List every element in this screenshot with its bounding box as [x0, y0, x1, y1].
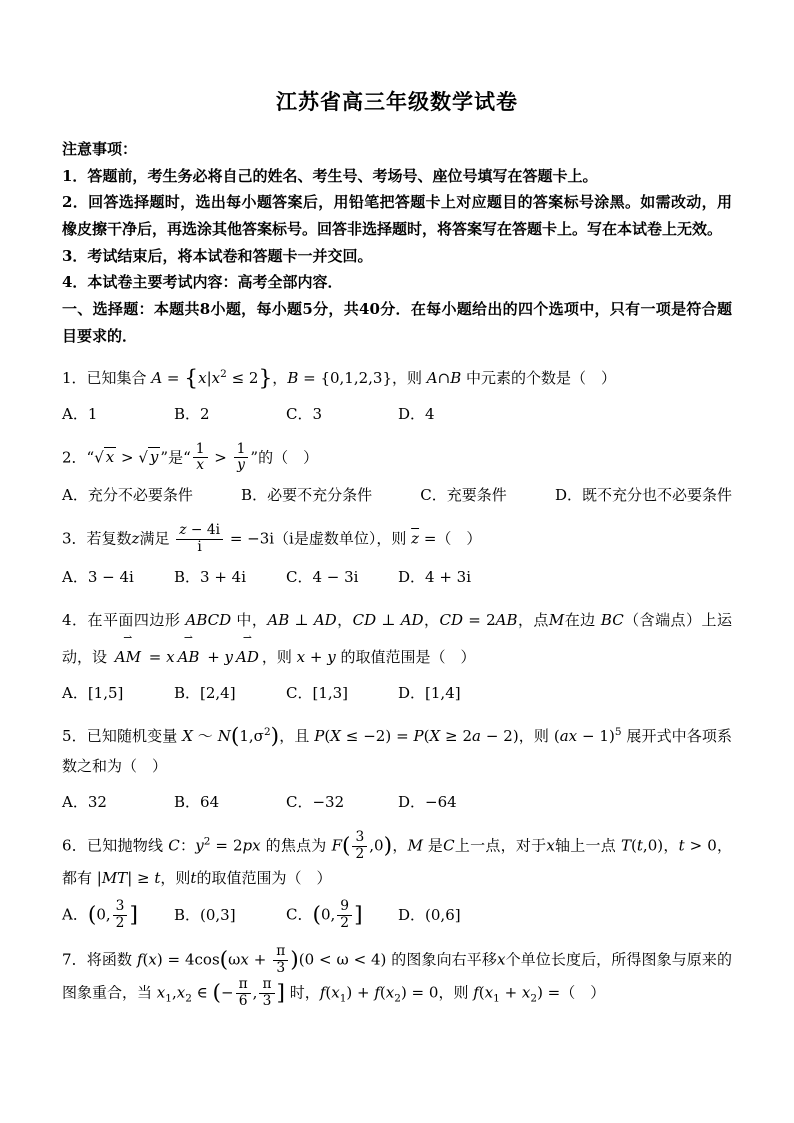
- notice-heading: 注意事项：: [62, 140, 138, 158]
- section-heading: 一、选择题：本题共8小题，每小题5分，共40分．在每小题给出的四个选项中，只有一项是符合题目要求的．: [62, 300, 732, 345]
- question-stem: 5．已知随机变量 X ～ $N(1,\sigma^2)$，且 P(X ≤ −2) = P(X ≥ 2a − 2)，则 (ax − 1)$^5$ 展开式中各项系数之和为（ ）: [62, 724, 732, 775]
- option-b: B．必要不充分条件: [241, 486, 373, 505]
- question-7: [62, 944, 732, 1009]
- question-6: [62, 830, 732, 931]
- question-options: [62, 480, 732, 510]
- option-a: A．[1,5]: [62, 683, 124, 702]
- question-4: [62, 605, 732, 708]
- notice-item: 1．答题前，考生务必将自己的姓名、考生号、考场号、座位号填写在答题卡上。: [62, 166, 598, 185]
- option-b: B．3 + 4i: [174, 567, 247, 586]
- option-a: A．3 − 4i: [62, 567, 134, 586]
- notice-item: 3．考试结束后，将本试卷和答题卡一并交回。: [62, 246, 373, 265]
- question-2: [62, 442, 732, 511]
- notice-item: 4．本试卷主要考试内容：高考全部内容．: [62, 273, 343, 292]
- notice-item: 2．回答选择题时，选出每小题答案后，用铅笔把答题卡上对应题目的答案标号涂黑。如需改动，用橡皮擦干净后，再选涂其他答案标号。回答非选择题时，将答案写在答题卡上。写在本试卷上无效。: [62, 193, 732, 239]
- question-options: [62, 678, 732, 708]
- option-d: D．(0,6]: [398, 906, 461, 925]
- question-3: [62, 523, 732, 592]
- question-options: [62, 399, 732, 429]
- option-a: A．1: [62, 404, 98, 423]
- option-d: D．4 + 3i: [398, 567, 472, 586]
- question-stem: 4．在平面四边形 ABCD 中，AB ⊥ AD，CD ⊥ AD，CD = 2AB，点M在边 BC（含端点）上运动，设 ⇀ AM = x ⇀ AB + y ⇀ AD ，则 x + y 的取值范围是（ ）: [62, 605, 732, 672]
- question-5: [62, 721, 732, 817]
- option-a: A．充分不必要条件: [62, 486, 193, 505]
- question-stem: 2．“√ x > √ y ”是“ $\frac{1}{x}$ > $\frac{1}{y}$ ”的（ ）: [62, 440, 319, 474]
- option-d: D．既不充分也不必要条件: [554, 486, 732, 505]
- option-c: C．充要条件: [420, 486, 507, 505]
- option-d: D．−64: [398, 792, 457, 811]
- option-c: C．3: [286, 404, 323, 423]
- option-b: B．(0,3]: [174, 906, 236, 925]
- option-a: A．32: [62, 792, 107, 811]
- question-stem: 6．已知抛物线 C：$y^2 = 2px$ 的焦点为 F( $\frac{3}{2}$ ,0)，M 是C上一点，对于x轴上一点 T(t,0)，t > 0，都有 |MT| ≥ t，则t的取值范围为（ ）: [62, 828, 732, 887]
- question-1: [62, 363, 732, 429]
- option-d: D．[1,4]: [398, 683, 461, 702]
- option-a: A．(0, $\frac{3}{2}$ ]: [62, 897, 138, 931]
- question-options: [62, 787, 732, 817]
- option-b: B．2: [174, 404, 210, 423]
- question-stem: 7．将函数 f(x) = 4cos(ωx + $\frac{\pi}{3}$ )(0 < ω < 4) 的图象向右平移x个单位长度后，所得图象与原来的图象重合，当 $x_1,x_2$ ∈ (− $\frac{\pi}{6}$ , $\frac{\pi}{3}$ ] 时，$f(x_1) + f(x_2) = 0$，则 $f(x_1 + x_2)$ =（ ）: [62, 943, 732, 1009]
- notice-section: [62, 136, 732, 296]
- option-d: D．4: [398, 404, 435, 423]
- option-c: C．(0, $\frac{9}{2}$ ]: [286, 897, 363, 931]
- question-stem: 3．若复数z满足 $\frac{z - 4i}{i}$ = −3i（i是虚数单位），则 $\overline{z}$ =（ ）: [62, 522, 482, 556]
- question-options: [62, 562, 732, 592]
- option-b: B．64: [174, 792, 220, 811]
- option-c: C．4 − 3i: [286, 567, 359, 586]
- option-b: B．[2,4]: [174, 683, 236, 702]
- option-c: C．[1,3]: [286, 683, 349, 702]
- question-stem: 1．已知集合 $A = \{x|x^2 \le 2\}$，B = {0,1,2,3}，则 A∩B 中元素的个数是（ ）: [62, 365, 617, 391]
- question-options: [62, 899, 732, 932]
- page-title: 江苏省高三年级数学试卷: [276, 89, 518, 114]
- option-c: C．−32: [286, 792, 345, 811]
